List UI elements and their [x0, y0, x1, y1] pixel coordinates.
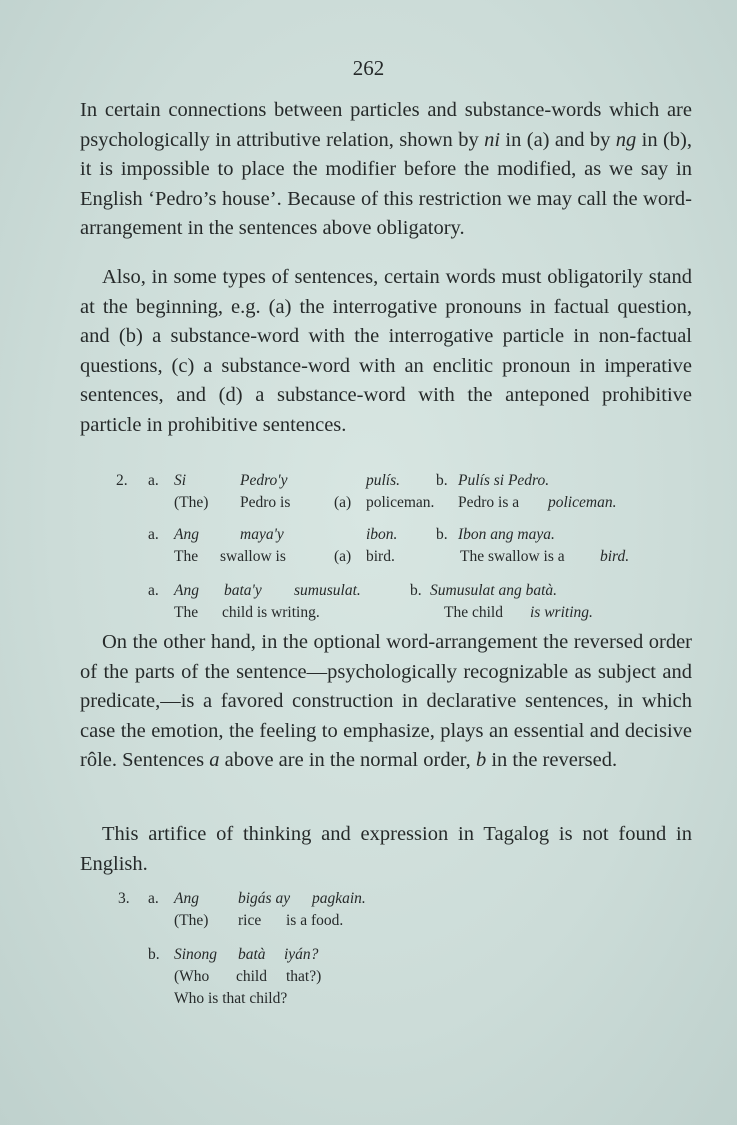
word: maya'y	[240, 526, 284, 543]
paragraph-1	[80, 96, 692, 244]
word: Si	[174, 472, 187, 489]
gloss-translation: The swallow is a	[460, 548, 565, 565]
word: pagkain.	[312, 890, 366, 907]
gloss-word: (Who	[174, 968, 210, 985]
label-b: b.	[436, 526, 448, 543]
word: bigás ay	[238, 890, 291, 907]
example-2a-tagalog-3	[148, 580, 558, 602]
gloss-word: (The)	[174, 912, 209, 929]
word: iyán?	[284, 946, 319, 963]
word: batà	[238, 946, 266, 963]
paragraph-1-text-a: In certain connections between particles and substance-words which are psychologically in attributive relation, shown by	[80, 99, 692, 151]
example-2a-tagalog-2	[148, 524, 555, 546]
gloss-word: that?)	[286, 968, 322, 985]
word: pulís.	[366, 472, 401, 489]
paragraph-4: This artifice of thinking and expression in Tagalog is not found in English.	[80, 823, 692, 875]
word: Ang	[174, 526, 199, 543]
example-3b-translation: Who is that child?	[174, 990, 288, 1007]
word: Pedro'y	[240, 472, 288, 489]
paragraph-1-term-ng: ng	[615, 128, 637, 151]
example-2b-tagalog-2: Ibon ang maya.	[458, 526, 555, 543]
paragraph-1-term-ni: ni	[484, 128, 501, 151]
gloss-word: rice	[238, 912, 262, 929]
gloss-emphasis: bird.	[600, 548, 630, 565]
word: ibon.	[366, 526, 398, 543]
example-3a-gloss	[174, 910, 344, 932]
example-2-gloss-3	[174, 602, 593, 624]
paragraph-3-term-a: a	[209, 749, 220, 772]
page-number: 262	[352, 56, 385, 80]
gloss-word: (The)	[174, 494, 209, 511]
label-a: a.	[148, 472, 159, 489]
example-2a-tagalog	[148, 470, 550, 492]
label-a: a.	[148, 582, 159, 599]
example-3b-tagalog	[148, 944, 319, 966]
label-a: a.	[148, 890, 159, 907]
gloss-word: policeman.	[366, 494, 435, 511]
gloss-word: swallow is	[220, 548, 286, 565]
gloss-word: is a food.	[286, 912, 344, 929]
paragraph-1-text-b: in (a) and by	[500, 128, 616, 151]
label-a: a.	[148, 526, 159, 543]
example-2-gloss-2	[174, 546, 630, 568]
example-3-number: 3.	[118, 890, 130, 907]
example-3b-gloss	[174, 966, 322, 988]
gloss-word: (a)	[334, 548, 352, 565]
gloss-word: child	[236, 968, 267, 985]
gloss-emphasis: policeman.	[548, 494, 617, 511]
gloss-word: Pedro is	[240, 494, 291, 511]
word: Sinong	[174, 946, 218, 963]
gloss-word: bird.	[366, 548, 395, 565]
example-3a-tagalog	[148, 888, 366, 910]
label-b: b.	[436, 472, 448, 489]
word: sumusulat.	[294, 582, 361, 599]
label-b: b.	[148, 946, 160, 963]
gloss-word: (a)	[334, 494, 352, 511]
paragraph-2: Also, in some types of sentences, certain words must obligatorily stand at the beginning, e.g. (a) the interrogative pronouns in factual question, and (b) a substance-word with the interrogative particle in non-factual questions, (c) a substance-word with an enclitic pronoun in imperative sentences, and (d) a substance-word with the anteponed prohibitive particle in prohibitive sentences.	[80, 266, 692, 436]
paragraph-3-term-b: b	[475, 749, 487, 772]
paragraph-3-text-b: above are in the normal order,	[219, 749, 476, 772]
word: Ang	[174, 582, 199, 599]
example-2-gloss-1	[174, 492, 617, 514]
paragraph-3-text-c: in the reversed.	[486, 749, 618, 772]
gloss-translation: The child	[444, 604, 503, 621]
example-2b-tagalog-3: Sumusulat ang batà.	[430, 582, 558, 599]
gloss-emphasis: is writing.	[530, 604, 593, 621]
paragraph-3-text-a: On the other hand, in the optional word-arrangement the reversed order of the parts of the sentence—psychologically recognizable as subject and predicate,—is a favored construction in declarative sentences, in which case the emotion, the feeling to emphasize, plays an essential and decisive rôle. Sentences	[80, 631, 692, 772]
example-2b-tagalog: Pulís si Pedro.	[458, 472, 550, 489]
label-b: b.	[410, 582, 422, 599]
word: Ang	[174, 890, 199, 907]
paragraph-1-text-c: in (b), it is impossible to place the modifier before the modified, as we say in English ‘Pedro’s house’. Because of this restriction we may call the word-arrangement in the sentences above obligatory.	[80, 128, 692, 240]
gloss-word: child is writing.	[222, 604, 320, 621]
paragraph-3	[80, 628, 692, 776]
gloss-translation: Pedro is a	[458, 494, 520, 511]
gloss-word: The	[174, 548, 199, 565]
word: bata'y	[224, 582, 262, 599]
example-2-number: 2.	[116, 472, 128, 489]
gloss-word: The	[174, 604, 199, 621]
